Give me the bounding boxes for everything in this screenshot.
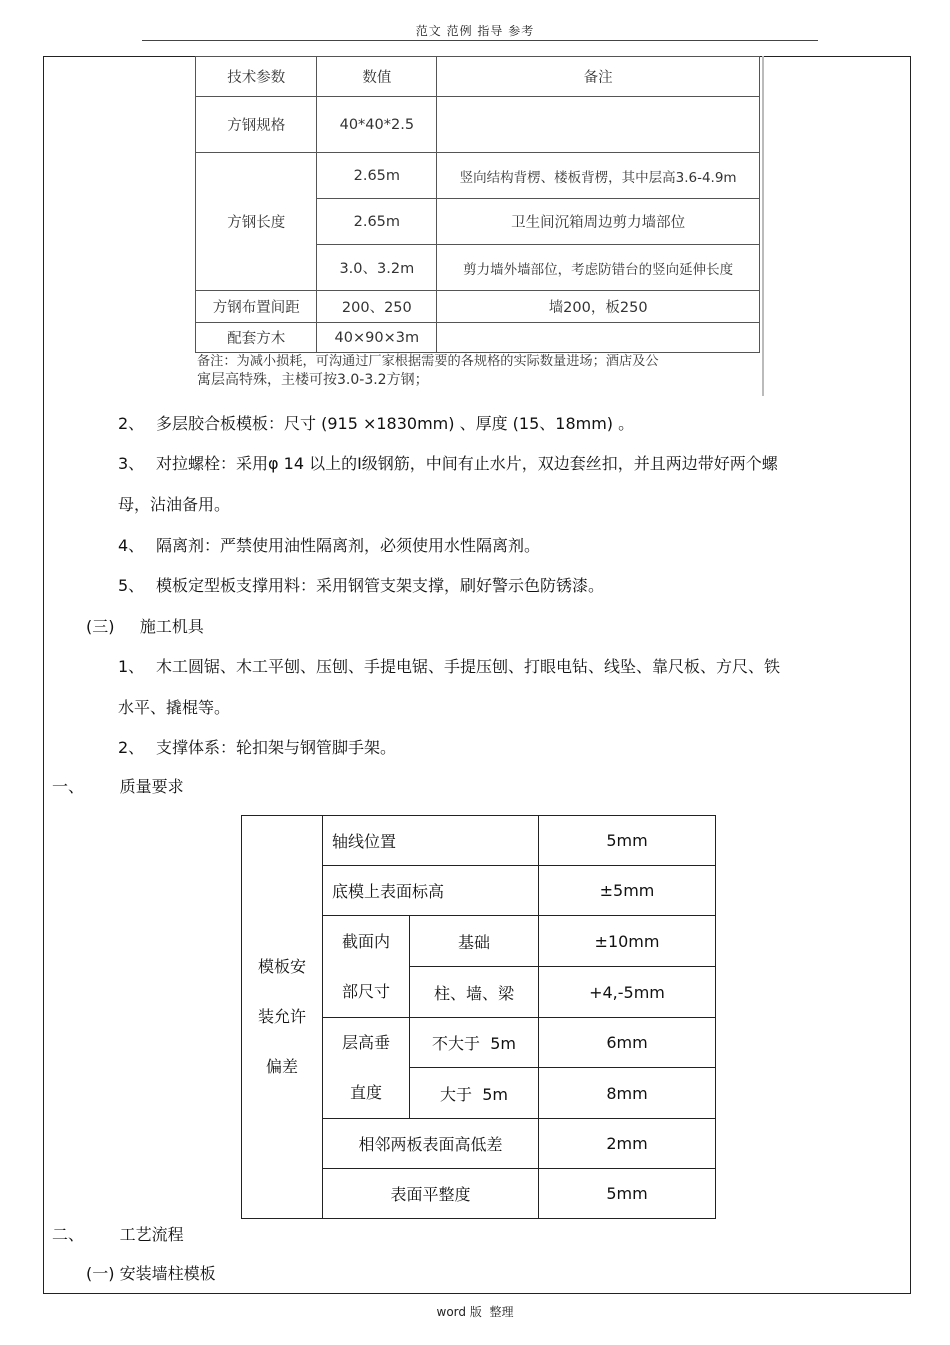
heading-process-flow: 二、 工艺流程	[52, 1225, 184, 1244]
spec-value: 40×90×3m	[317, 323, 437, 353]
spec-table-remark	[197, 352, 759, 390]
item-label: 基础	[410, 916, 539, 967]
item-value: ±5mm	[539, 866, 716, 916]
spec-param: 方钢布置间距	[196, 291, 317, 323]
group-label-line: 层高垂	[341, 1033, 390, 1052]
item-text: 对拉螺栓：采用φ 14 以上的Ⅰ级钢筋，中间有止水片，双边套丝扣，并且两边带好两个螺	[156, 454, 778, 473]
material-item-3-continued: 母，沾油备用。	[118, 495, 231, 514]
spec-remark-line2: 寓层高特殊，主楼可按3.0-3.2方钢；	[197, 372, 429, 388]
item-label: 柱、墙、梁	[410, 967, 539, 1018]
group-label-line: 截面内	[341, 931, 390, 951]
spec-header-row	[196, 57, 760, 97]
category-line: 偏差	[265, 1057, 298, 1076]
group-label-line: 部尺寸	[341, 981, 390, 1001]
group-label	[323, 1018, 410, 1119]
item-number: 5、	[118, 576, 145, 595]
spec-row	[196, 153, 760, 199]
item-label: 轴线位置	[323, 816, 539, 866]
spec-note	[437, 97, 760, 153]
spec-note: 卫生间沉箱周边剪力墙部位	[437, 199, 760, 245]
subheading-wall-column-formwork: (一) 安装墙柱模板	[86, 1264, 216, 1283]
material-item-5	[118, 576, 604, 596]
item-value: +4,-5mm	[539, 967, 716, 1018]
category-line: 装允许	[257, 1007, 306, 1026]
spec-value: 3.0、3.2m	[317, 245, 437, 291]
quality-tolerance-table	[241, 815, 716, 1219]
spec-param: 方钢规格	[196, 97, 317, 153]
spec-note: 墙200，板250	[437, 291, 760, 323]
item-label: 底模上表面标高	[323, 866, 539, 916]
spec-note: 竖向结构背楞、楼板背楞，其中层高3.6-4.9m	[437, 153, 760, 199]
spec-note: 剪力墙外墙部位，考虑防错台的竖向延伸长度	[437, 245, 760, 291]
item-text: 木工圆锯、木工平刨、压刨、手提电锯、手提压刨、打眼电钻、线坠、靠尺板、方尺、铁	[156, 657, 781, 676]
spec-row	[196, 323, 760, 353]
header-text: 范文 范例 指导 参考	[415, 24, 535, 38]
section-3-heading: (三) 施工机具	[86, 617, 204, 636]
item-value: 2mm	[539, 1119, 716, 1169]
material-item-3	[118, 454, 778, 474]
category-line: 模板安	[257, 957, 306, 976]
heading-quality-requirements: 一、 质量要求	[52, 777, 184, 796]
item-text: 模板定型板支撑用料：采用钢管支架支撑，刷好警示色防锈漆。	[156, 576, 605, 595]
material-item-4	[118, 536, 540, 556]
item-label: 表面平整度	[323, 1169, 539, 1219]
spec-value: 40*40*2.5	[317, 97, 437, 153]
spec-row	[196, 97, 760, 153]
item-text: 隔离剂：严禁使用油性隔离剂，必须使用水性隔离剂。	[156, 536, 541, 555]
tool-item-1-continued: 水平、撬棍等。	[118, 698, 231, 717]
item-label: 不大于 5m	[410, 1018, 539, 1068]
item-value: 5mm	[539, 1169, 716, 1219]
item-text: 支撑体系：轮扣架与钢管脚手架。	[156, 738, 397, 757]
page-footer: word 版 整理	[436, 1305, 514, 1319]
tool-item-2	[118, 738, 396, 758]
tool-item-1	[118, 657, 780, 677]
spec-header-param: 技术参数	[196, 57, 317, 97]
spec-remark-line1: 备注：为减小损耗，可沟通过厂家根据需要的各规格的实际数量进场；酒店及公	[197, 354, 659, 369]
spec-value: 200、250	[317, 291, 437, 323]
item-label: 相邻两板表面高低差	[323, 1119, 539, 1169]
item-number: 1、	[118, 657, 145, 676]
group-label	[323, 916, 410, 1018]
spec-table	[195, 56, 760, 353]
spec-note	[437, 323, 760, 353]
item-number: 4、	[118, 536, 145, 555]
table-row	[242, 816, 716, 866]
spec-row	[196, 291, 760, 323]
item-value: ±10mm	[539, 916, 716, 967]
item-label: 大于 5m	[410, 1068, 539, 1119]
item-number: 3、	[118, 454, 145, 473]
spec-value: 2.65m	[317, 199, 437, 245]
spec-param: 配套方木	[196, 323, 317, 353]
item-text: 多层胶合板模板：尺寸 (915 ×1830mm) 、厚度 (15、18mm) 。	[156, 414, 635, 433]
spec-header-note: 备注	[437, 57, 760, 97]
material-item-2	[118, 414, 634, 434]
item-value: 6mm	[539, 1018, 716, 1068]
spec-param: 方钢长度	[196, 153, 317, 291]
tolerance-category-cell	[242, 816, 323, 1219]
header-rule	[142, 40, 818, 41]
item-number: 2、	[118, 414, 145, 433]
item-number: 2、	[118, 738, 145, 757]
item-value: 5mm	[539, 816, 716, 866]
item-value: 8mm	[539, 1068, 716, 1119]
spec-value: 2.65m	[317, 153, 437, 199]
spec-table-image	[195, 56, 764, 396]
spec-header-value: 数值	[317, 57, 437, 97]
group-label-line: 直度	[349, 1083, 382, 1102]
